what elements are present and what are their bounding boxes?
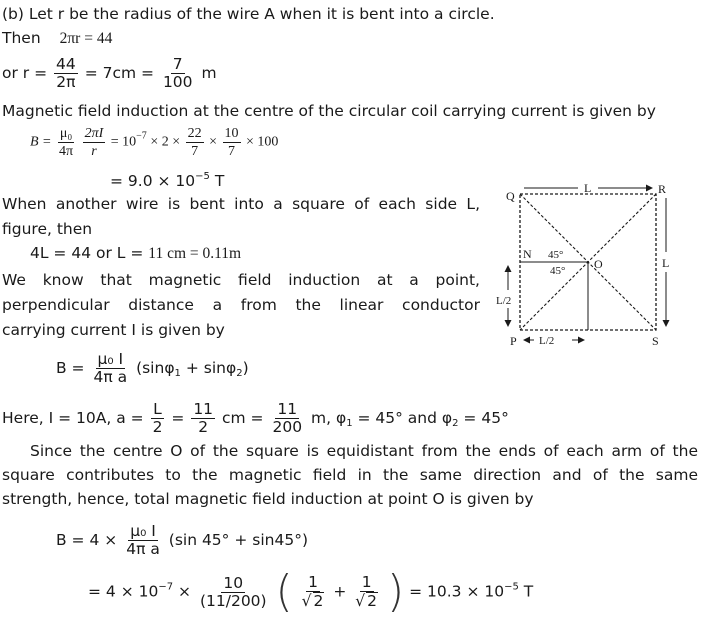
- subscript: 2: [452, 418, 459, 429]
- frac-num: 2πI: [84, 126, 104, 141]
- sqrt-den: √ 2: [301, 592, 324, 610]
- given-e: = 45° and φ: [352, 409, 453, 427]
- eq-lhs: B = 4 ×: [56, 531, 118, 549]
- carrying-line: carrying current I is given by: [2, 321, 225, 339]
- linear-conductor-formula: [56, 351, 249, 386]
- square-loop-figure: [494, 180, 684, 350]
- label-angle-1: 45°: [548, 249, 564, 261]
- frac-num: μ₀: [59, 126, 73, 141]
- calc-c: = 10.3 × 10: [409, 582, 505, 601]
- final-calculation: [88, 566, 534, 617]
- given-f: = 45°: [458, 409, 509, 427]
- exponent: −7: [136, 130, 147, 142]
- given-d: m, φ: [311, 409, 347, 427]
- label-l-top: L: [584, 181, 592, 195]
- then-label: Then: [2, 29, 41, 47]
- square-figure-then: figure, then: [2, 220, 93, 238]
- subscript: 1: [174, 368, 181, 379]
- frac-num: 11: [193, 400, 214, 418]
- frac-num: 1: [361, 573, 372, 591]
- frac-den: 200: [272, 418, 303, 436]
- label-q: Q: [506, 189, 515, 203]
- frac-den: r: [91, 144, 97, 159]
- calc-b: ×: [178, 582, 192, 601]
- right-paren: ): [386, 566, 405, 617]
- given-b: =: [171, 409, 185, 427]
- side-eq-a: 4L = 44 or L =: [30, 244, 144, 262]
- perpendicular-line: perpendicular distance a from the linear conductor: [2, 296, 480, 314]
- then-line: [2, 28, 112, 49]
- calc-unit: T: [518, 582, 534, 601]
- frac-num: μ₀ I: [130, 522, 156, 540]
- total-field-formula: [56, 523, 308, 558]
- label-o: O: [594, 257, 603, 271]
- subscript: 2: [236, 368, 243, 379]
- sqrt-den: √ 2: [355, 592, 378, 610]
- calc-a: = 4 × 10: [88, 582, 159, 601]
- subscript: 1: [346, 418, 353, 429]
- side-length-equation: [30, 243, 241, 264]
- eq-part: = 10: [110, 134, 137, 150]
- frac-num: 11: [277, 400, 298, 418]
- eq-part: (sinφ: [136, 359, 175, 377]
- radius-mid: = 7cm =: [84, 64, 154, 82]
- exponent: −7: [158, 581, 174, 593]
- circle-field-equation: [30, 125, 278, 160]
- eq-part: ×: [209, 134, 218, 150]
- frac-den: (11/200): [199, 591, 267, 610]
- square-intro: When another wire is bent into a square of each side L,: [2, 195, 480, 213]
- label-l2-bottom: L/2: [539, 335, 555, 347]
- side-eq-b: 11 cm = 0.11m: [148, 245, 242, 262]
- eq-lhs: B =: [30, 134, 52, 150]
- given-c: cm =: [221, 409, 264, 427]
- plus-sign: +: [333, 582, 347, 601]
- label-n: N: [523, 247, 532, 261]
- frac-num: 10: [223, 573, 244, 592]
- given-values-line: [2, 401, 509, 436]
- strength-line: strength, hence, total magnetic field induction at point O is given by: [2, 490, 534, 508]
- label-r: R: [658, 182, 667, 196]
- frac-den: 100: [162, 73, 193, 91]
- radius-line: [2, 56, 217, 91]
- circle-field-result: [110, 171, 224, 191]
- know-line: We know that magnetic field induction at a point,: [2, 271, 480, 289]
- frac-den: 4π: [59, 144, 74, 159]
- label-p: P: [510, 334, 517, 348]
- left-paren: (: [275, 566, 293, 617]
- label-s: S: [652, 334, 659, 348]
- given-a: Here, I = 10A, a =: [2, 409, 144, 427]
- frac-den: 2: [152, 418, 163, 436]
- solution-intro: (b) Let r be the radius of the wire A when it is bent into a circle.: [2, 5, 495, 23]
- frac-den: 2π: [56, 73, 76, 91]
- field-intro: Magnetic field induction at the centre of the circular coil carrying current is given by: [2, 102, 656, 120]
- frac-num: 44: [56, 55, 76, 73]
- frac-den: 7: [191, 144, 199, 159]
- frac-num: 22: [187, 126, 202, 141]
- frac-num: 1: [308, 573, 318, 591]
- circumference-equation: 2πr = 44: [59, 30, 113, 47]
- eq-part: × 2 ×: [150, 134, 181, 150]
- frac-num: 7: [172, 55, 183, 73]
- eq-part: × 100: [246, 134, 279, 150]
- frac-den: 2: [198, 418, 209, 436]
- eq-part: (sin 45° + sin45°): [168, 531, 308, 549]
- result-unit: T: [209, 172, 225, 190]
- frac-den: 4π a: [126, 540, 160, 558]
- radius-lhs: or r =: [2, 64, 48, 82]
- label-l-right: L: [662, 256, 670, 270]
- frac-num: μ₀ I: [97, 350, 124, 368]
- exponent: −5: [195, 171, 210, 182]
- eq-part: + sinφ: [180, 359, 237, 377]
- contributes-line: square contributes to the magnetic field in the same direction and of the same: [2, 466, 698, 484]
- frac-num: 10: [224, 126, 239, 141]
- result-value: = 9.0 × 10: [110, 172, 196, 190]
- radius-unit: m: [201, 64, 217, 82]
- label-l2-left: L/2: [496, 295, 512, 307]
- frac-den: 4π a: [93, 368, 128, 386]
- centre-equidistant-line: Since the centre O of the square is equidistant from the ends of each arm of the: [30, 442, 698, 460]
- frac-den: 7: [228, 144, 236, 159]
- label-angle-2: 45°: [550, 265, 566, 277]
- eq-lhs: B =: [56, 359, 85, 377]
- exponent: −5: [504, 581, 519, 593]
- frac-num: L: [153, 400, 162, 418]
- eq-part: ): [242, 359, 249, 377]
